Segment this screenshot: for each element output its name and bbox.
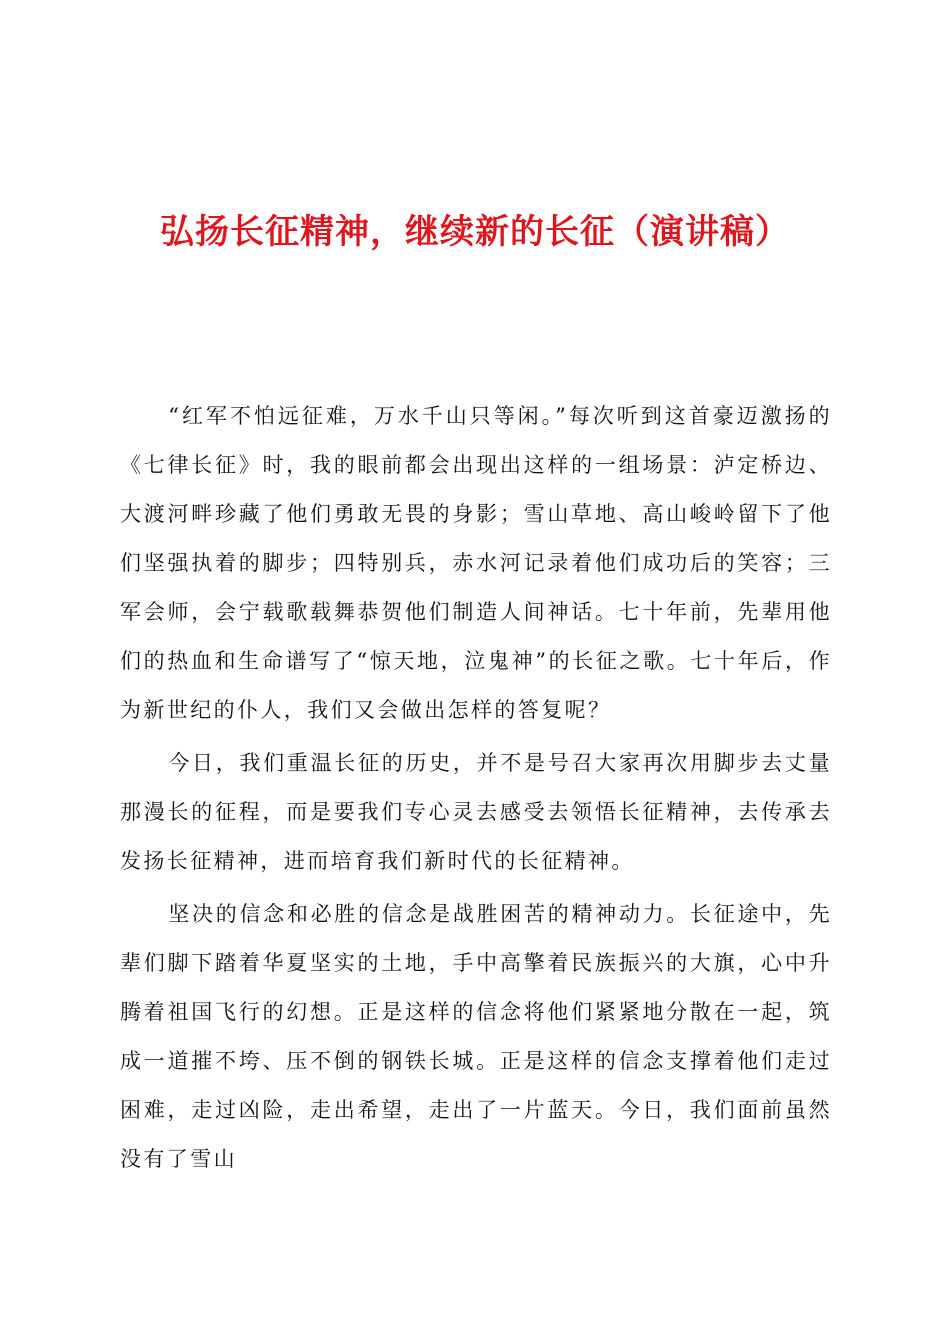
document-title: 弘扬长征精神，继续新的长征（演讲稿）: [160, 212, 790, 252]
document-body: [120, 392, 832, 1188]
paragraph: “红军不怕远征难，万水千山只等闲。”每次听到这首豪迈激扬的《七律长征》时，我的眼前都会出现出这样的一组场景：泸定桥边、大渡河畔珍藏了他们勇敢无畏的身影；雪山草地、高山峻岭留下了他们坚强执着的脚步；四特别兵，赤水河记录着他们成功后的笑容；三军会师，会宁载歌载舞恭贺他们制造人间神话。七十年前，先辈用他们的热血和生命谱写了“惊天地，泣鬼神”的长征之歌。七十年后，作为新世纪的仆人，我们又会做出怎样的答复呢？: [120, 404, 832, 722]
paragraph: 今日，我们重温长征的历史，并不是号召大家再次用脚步去丈量那漫长的征程，而是要我们专心灵去感受去领悟长征精神，去传承去发扬长征精神，进而培育我们新时代的长征精神。: [120, 751, 832, 873]
paragraph: 坚决的信念和必胜的信念是战胜困苦的精神动力。长征途中，先辈们脚下踏着华夏坚实的土地，手中高擎着民族振兴的大旗，心中升腾着祖国飞行的幻想。正是这样的信念将他们紧紧地分散在一起，筑成一道摧不垮、压不倒的钢铁长城。正是这样的信念支撑着他们走过困难，走过凶险，走出希望，走出了一片蓝天。今日，我们面前虽然没有了雪山: [120, 902, 832, 1171]
